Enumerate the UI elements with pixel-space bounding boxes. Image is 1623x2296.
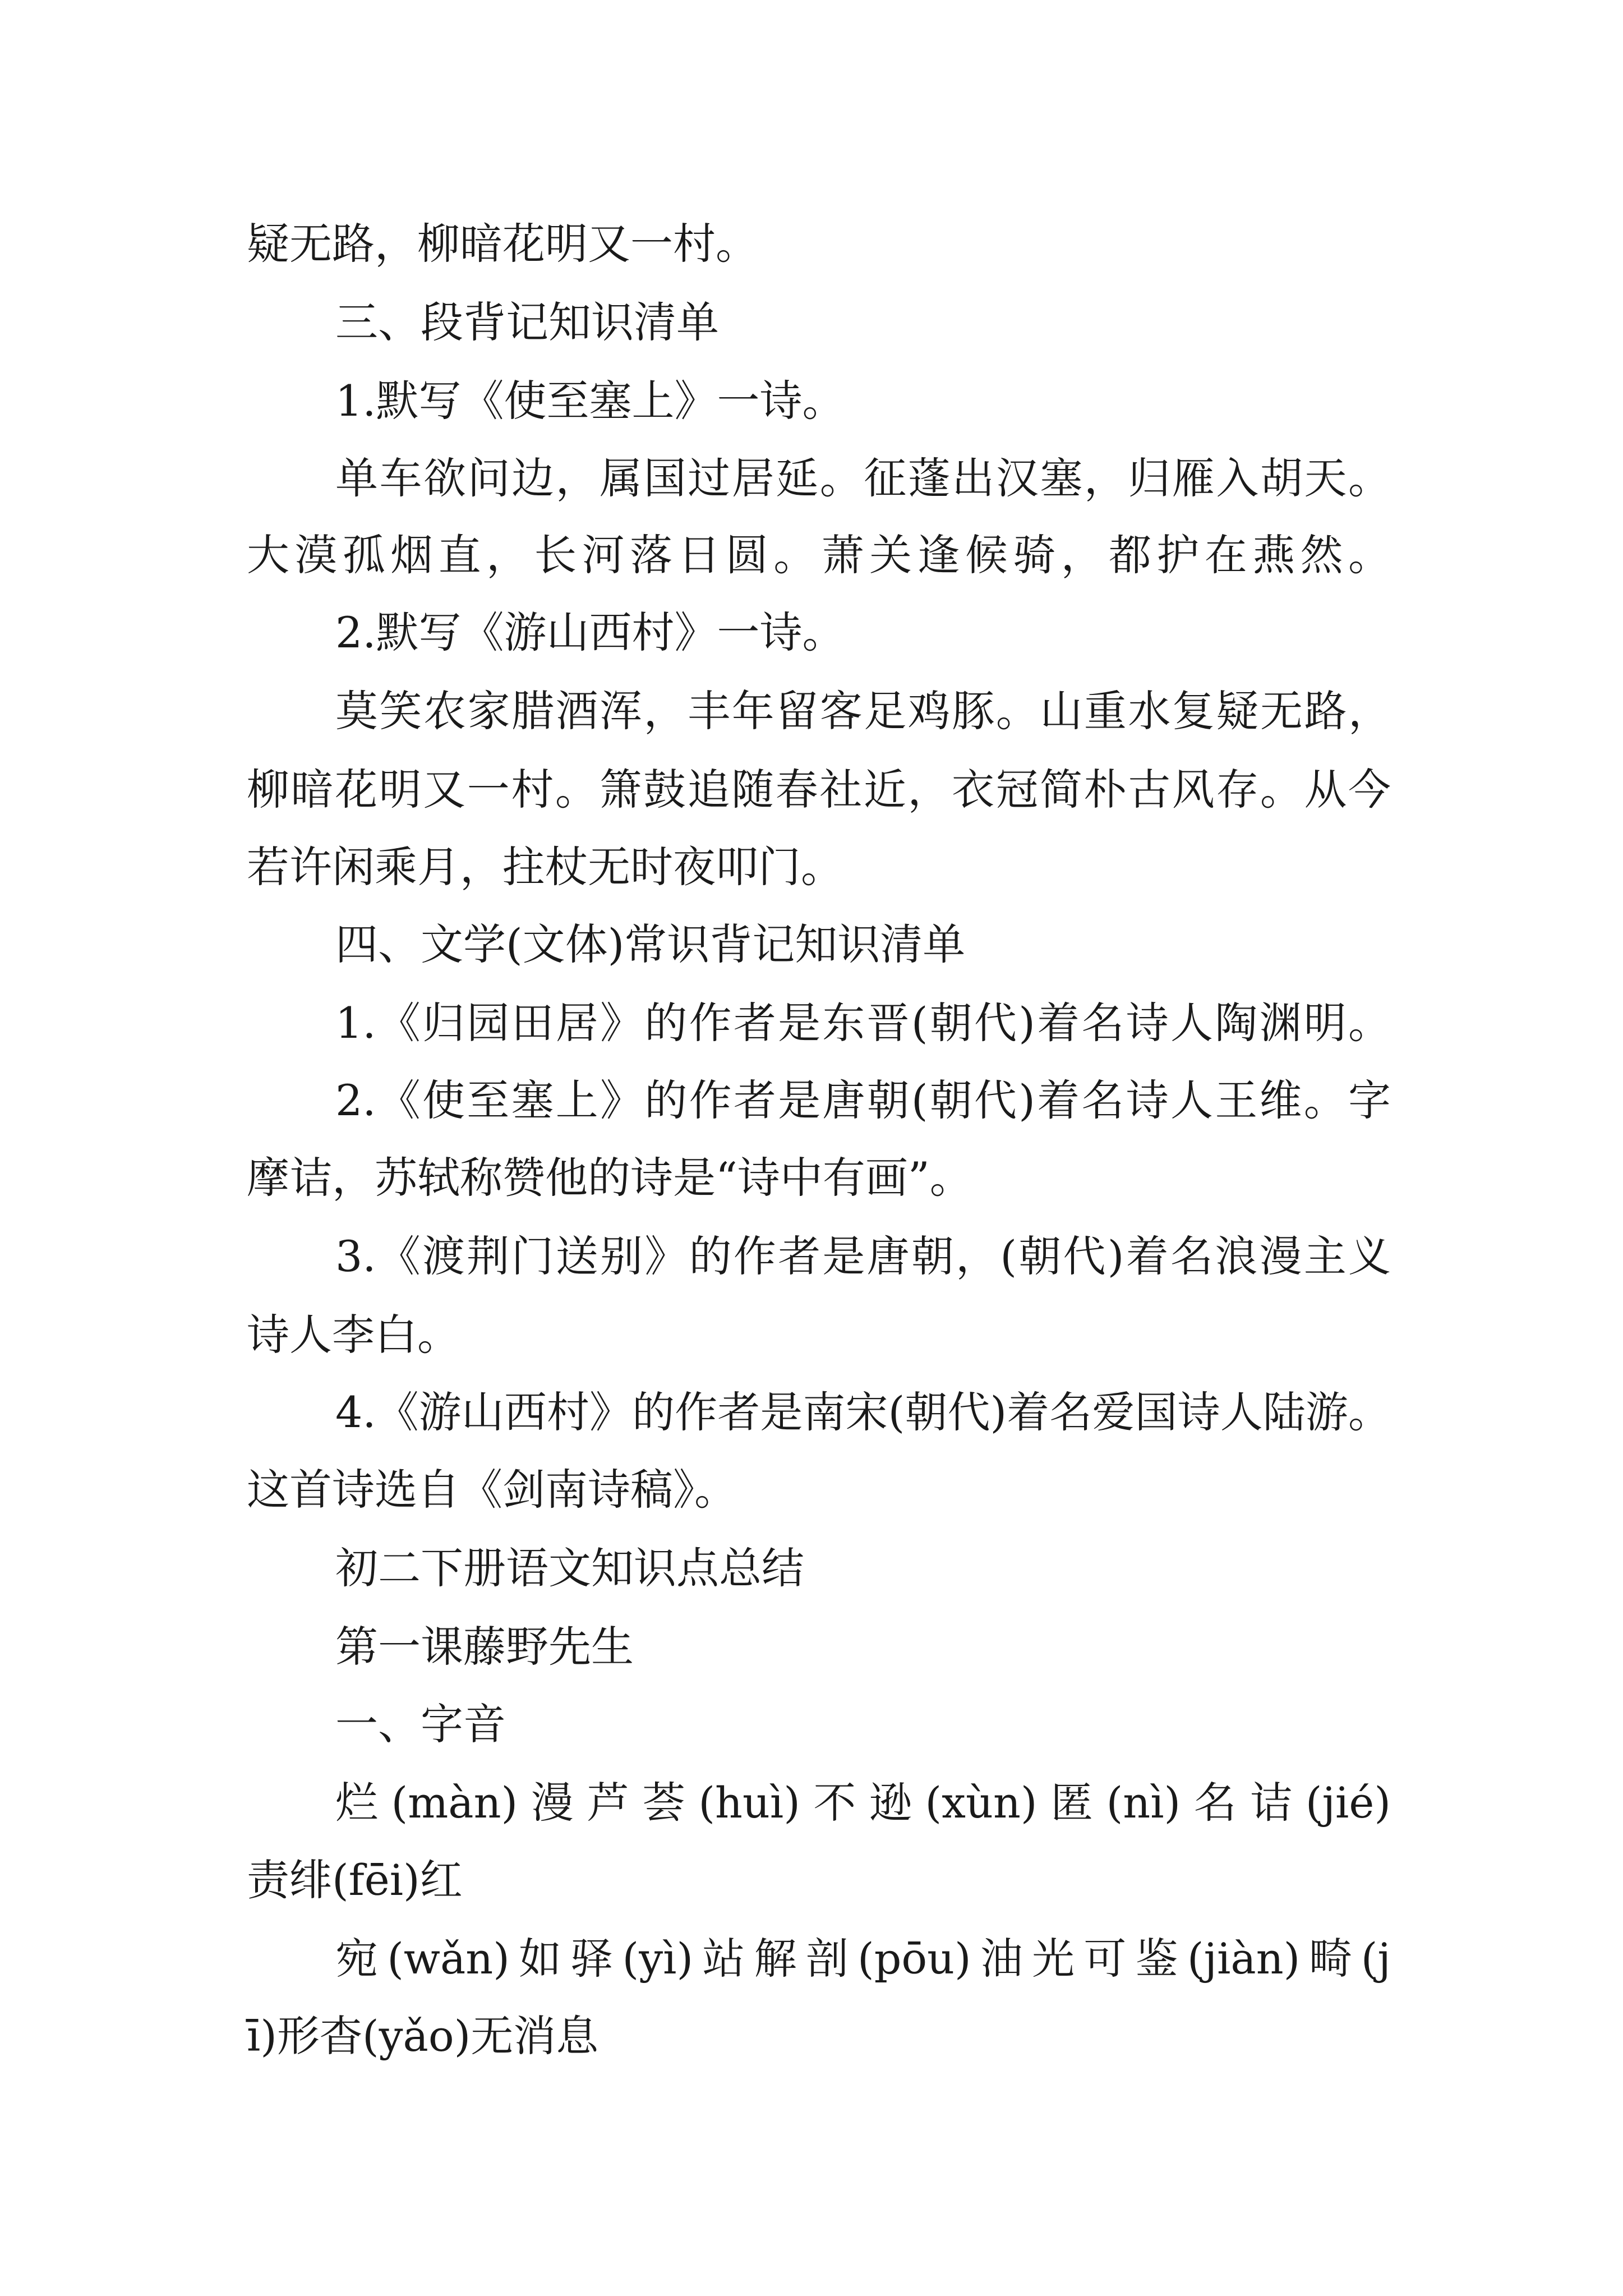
pronunciation-line-1: 烂(màn)漫芦荟(huì)不逊(xùn)匿(nì)名诘(jié) bbox=[335, 1778, 1391, 1828]
literature-item-3: 3.《渡荆门送别》的作者是唐朝，(朝代)着名浪漫主义 bbox=[335, 1231, 1391, 1281]
poem-line-4: 柳暗花明又一村。箫鼓追随春社近，衣冠简朴古风存。从今 bbox=[247, 765, 1391, 815]
pronunciation-line-1-cont: 责绯(fēi)红 bbox=[247, 1855, 463, 1905]
subsection-pronunciation: 一、字音 bbox=[335, 1699, 506, 1749]
text-line-1: 疑无路，柳暗花明又一村。 bbox=[247, 219, 758, 269]
section-heading-4: 四、文学(文体)常识背记知识清单 bbox=[335, 919, 966, 969]
poem-line-5: 若许闲乘月，拄杖无时夜叩门。 bbox=[247, 842, 843, 892]
item-2-dictation: 2.默写《游山西村》一诗。 bbox=[335, 608, 845, 657]
literature-item-1: 1.《归园田居》的作者是东晋(朝代)着名诗人陶渊明。 bbox=[335, 998, 1391, 1048]
lesson-title: 第一课藤野先生 bbox=[335, 1622, 634, 1672]
literature-item-3-cont: 诗人李白。 bbox=[247, 1310, 460, 1360]
poem-line-1: 单车欲问边，属国过居延。征蓬出汉塞，归雁入胡天。 bbox=[335, 453, 1391, 503]
section-heading-3: 三、段背记知识清单 bbox=[335, 297, 719, 347]
literature-item-2-cont: 摩诘，苏轼称赞他的诗是“诗中有画”。 bbox=[247, 1153, 972, 1203]
pronunciation-line-2-cont: ī)形杳(yǎo)无消息 bbox=[247, 2011, 599, 2061]
item-1-dictation: 1.默写《使至塞上》一诗。 bbox=[335, 376, 845, 426]
literature-item-2: 2.《使至塞上》的作者是唐朝(朝代)着名诗人王维。字 bbox=[335, 1075, 1391, 1125]
summary-title: 初二下册语文知识点总结 bbox=[335, 1543, 804, 1593]
literature-item-4: 4.《游山西村》的作者是南宋(朝代)着名爱国诗人陆游。 bbox=[335, 1387, 1391, 1437]
pronunciation-line-2: 宛(wǎn)如驿(yì)站解剖(pōu)油光可鉴(jiàn)畸(j bbox=[335, 1934, 1391, 1984]
poem-line-2: 大漠孤烟直，长河落日圆。萧关逢候骑，都护在燕然。 bbox=[247, 530, 1391, 580]
poem-line-3: 莫笑农家腊酒浑，丰年留客足鸡豚。山重水复疑无路， bbox=[335, 686, 1391, 736]
literature-item-4-cont: 这首诗选自《剑南诗稿》。 bbox=[247, 1465, 737, 1515]
